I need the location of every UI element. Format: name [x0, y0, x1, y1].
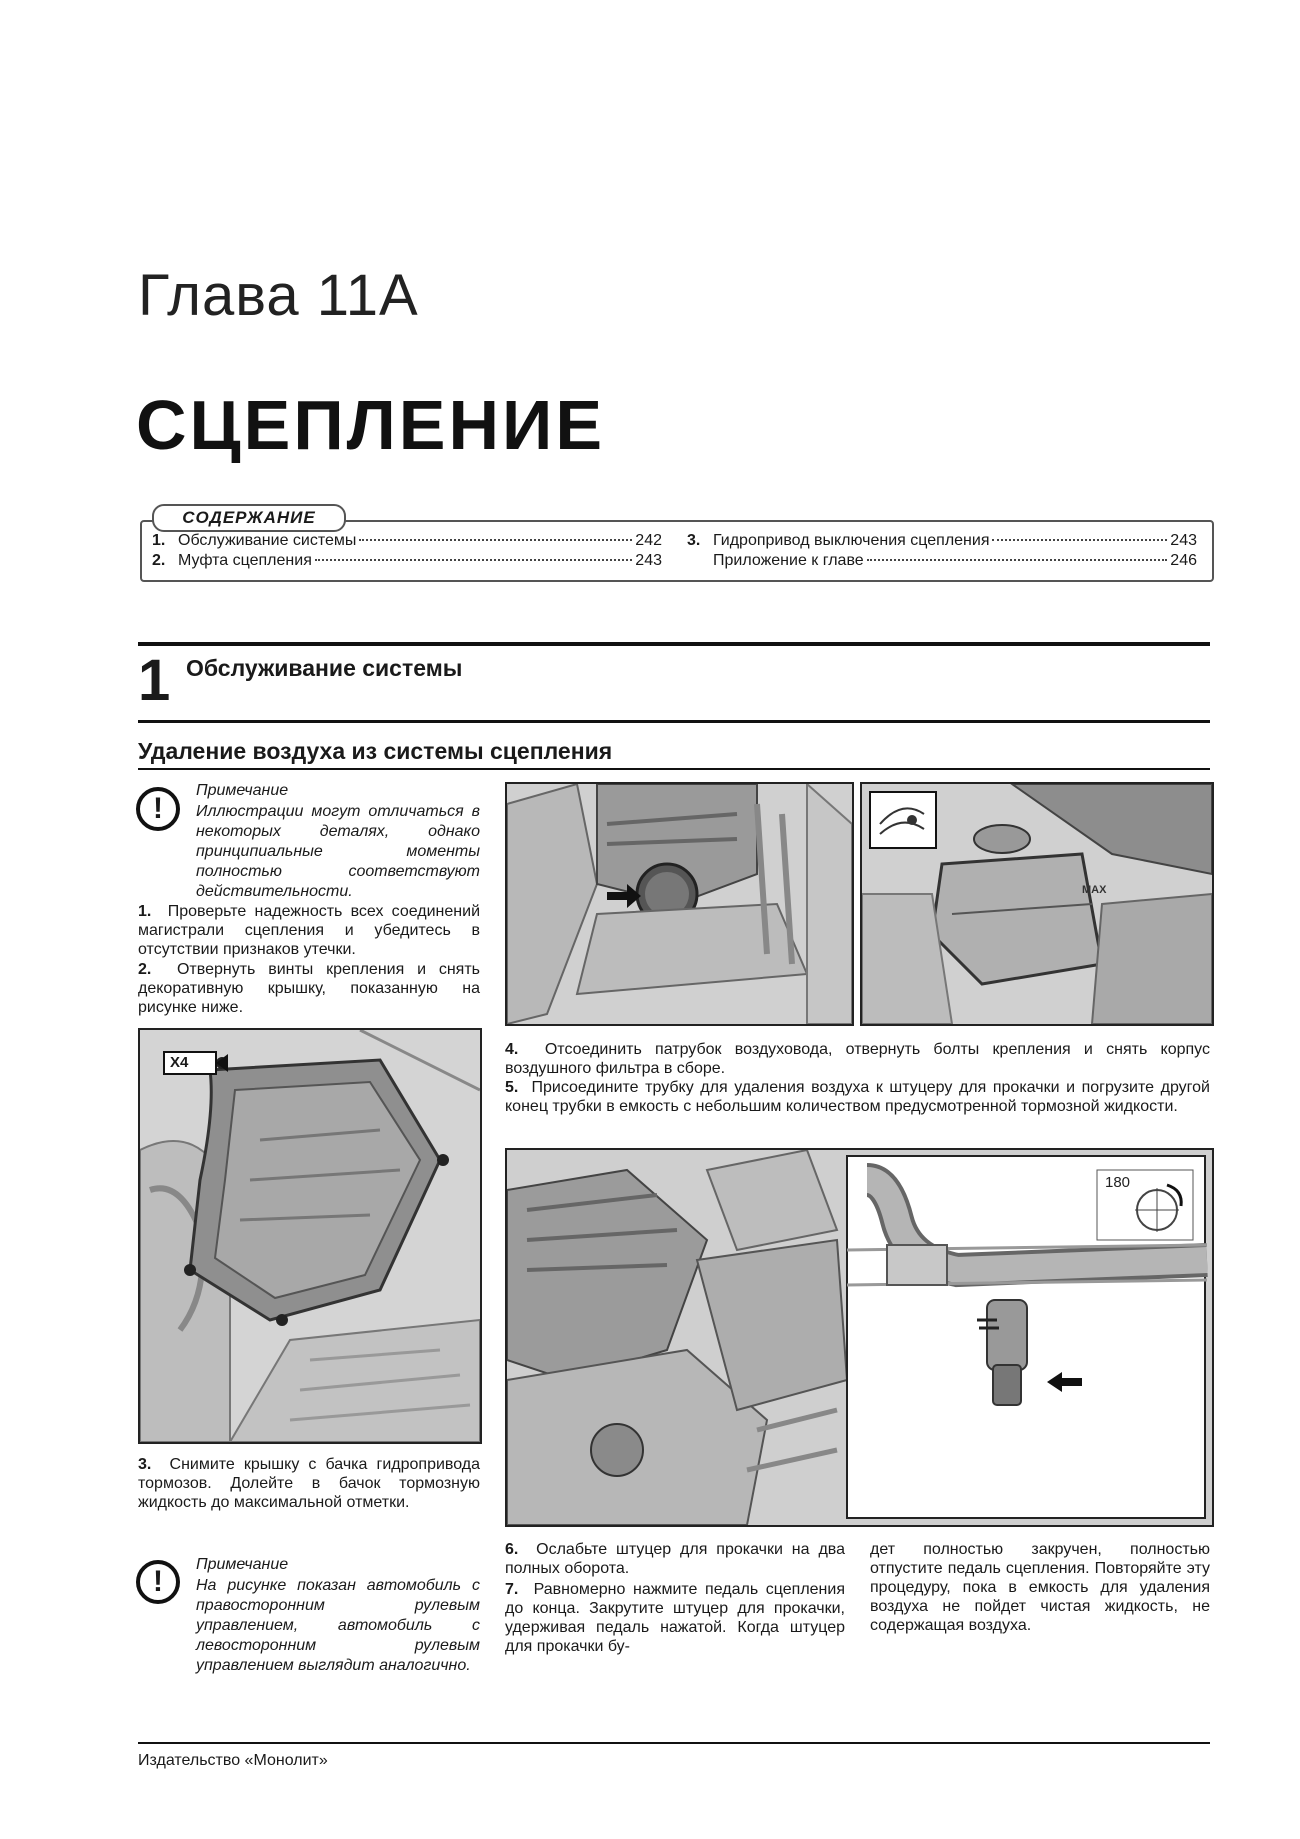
max-mark-label: MAX — [1082, 884, 1107, 896]
note-heading: Примечание — [196, 1556, 289, 1573]
toc-right-column — [687, 532, 1197, 572]
toc-item-label: Обслуживание системы — [178, 532, 357, 549]
section-bottom-rule — [138, 720, 1210, 723]
toc-item-page: 242 — [635, 532, 662, 549]
publisher-footer: Издательство «Монолит» — [138, 1752, 328, 1769]
toc-item-3[interactable] — [687, 532, 1197, 552]
step-7-continued: дет полностью закручен, полностью отпустите педаль сцепления. Повторяйте эту процедуру, пока в емкость для удаления воздуха не пойдет чистая жидкость, не содержащая воздуха. — [870, 1541, 1210, 1634]
rotation-degrees-label: 180 — [1105, 1174, 1131, 1191]
toc-item-2[interactable] — [152, 552, 662, 572]
figure-reservoir-max — [860, 782, 1214, 1026]
section-number: 1 — [138, 648, 171, 713]
step-3 — [138, 1455, 480, 1512]
toc-leader — [315, 559, 632, 561]
footer-rule — [138, 1742, 1210, 1744]
subsection-rule — [138, 768, 1210, 770]
step-number: 1. — [138, 903, 152, 920]
toc-leader — [359, 539, 632, 541]
bleed-screw-illustration — [507, 1150, 1212, 1525]
section-top-rule — [138, 642, 1210, 646]
step-1 — [138, 902, 480, 959]
toc-item-number: 1. — [152, 532, 166, 549]
note-text: Иллюстрации могут отличаться в некоторых деталях, однако принципиальные моменты полностью соответствуют действительности. — [196, 803, 480, 900]
toc-item-page: 246 — [1170, 552, 1197, 569]
step-text: Снимите крышку с бачка гидропривода тормозов. Долейте в бачок тормозную жидкость до максимальной отметки. — [138, 1456, 481, 1511]
toc-left-column — [152, 532, 662, 572]
toc-item-appendix[interactable] — [687, 552, 1197, 572]
step-7 — [505, 1580, 845, 1656]
step-text: Отвернуть винты крепления и снять декоративную крышку, показанную на рисунке ниже. — [138, 961, 480, 1016]
step-number: 3. — [138, 1456, 152, 1473]
step-text: Проверьте надежность всех соединений магистрали сцепления и убедитесь в отсутствии признаков утечки. — [138, 903, 481, 958]
step-text: Ослабьте штуцер для прокачки на два полных оборота. — [505, 1541, 845, 1577]
page-title: СЦЕПЛЕНИЕ — [136, 386, 606, 464]
step-6 — [505, 1540, 845, 1578]
toc-item-label: Гидропривод выключения сцепления — [713, 532, 990, 549]
toc-heading: СОДЕРЖАНИЕ — [152, 504, 346, 532]
step-5 — [505, 1078, 1210, 1116]
step-number: 4. — [505, 1041, 519, 1058]
step-4 — [505, 1040, 1210, 1078]
toc-item-page: 243 — [635, 552, 662, 569]
exclamation-icon: ! — [136, 787, 180, 831]
step-number: 6. — [505, 1541, 519, 1558]
chapter-label: Глава 11А — [138, 263, 419, 328]
bolt-count-label: X4 — [170, 1054, 189, 1071]
toc-item-label: Приложение к главе — [713, 552, 864, 569]
step-2 — [138, 960, 480, 1017]
section-title: Обслуживание системы — [186, 655, 463, 681]
toc-item-label: Муфта сцепления — [178, 552, 312, 569]
brake-reservoir-illustration — [507, 784, 852, 1024]
toc-item-1[interactable] — [152, 532, 662, 552]
subsection-title: Удаление воздуха из системы сцепления — [138, 738, 613, 764]
toc-leader — [992, 539, 1167, 541]
figure-brake-reservoir — [505, 782, 854, 1026]
figure-bleed-screw — [505, 1148, 1214, 1527]
step-number: 7. — [505, 1581, 519, 1598]
toc-item-number: 2. — [152, 552, 166, 569]
step-number: 5. — [505, 1079, 519, 1096]
figure-engine-cover — [138, 1028, 482, 1444]
toc-leader — [867, 559, 1168, 561]
step-text: Присоедините трубку для удаления воздуха к штуцеру для прокачки и погрузите другой конец трубки в емкость с небольшим количеством предусмотренной тормозной жидкости. — [505, 1079, 1210, 1115]
toc-item-number: 3. — [687, 532, 701, 549]
step-number: 2. — [138, 961, 152, 978]
note-heading: Примечание — [196, 782, 289, 799]
step-text: Равномерно нажмите педаль сцепления до конца. Закрутите штуцер для прокачки, удерживая педаль нажатой. Когда штуцер для прокачки бу- — [505, 1581, 845, 1655]
reservoir-max-illustration — [862, 784, 1212, 1024]
exclamation-icon: ! — [136, 1560, 180, 1604]
engine-cover-illustration — [140, 1030, 480, 1442]
toc-item-page: 243 — [1170, 532, 1197, 549]
step-text: Отсоединить патрубок воздуховода, отвернуть болты крепления и снять корпус воздушного фильтра в сборе. — [505, 1041, 1211, 1077]
note-text: На рисунке показан автомобиль с правосторонним рулевым управлением, автомобиль с левосторонним рулевым управлением выглядит аналогично. — [196, 1577, 480, 1674]
